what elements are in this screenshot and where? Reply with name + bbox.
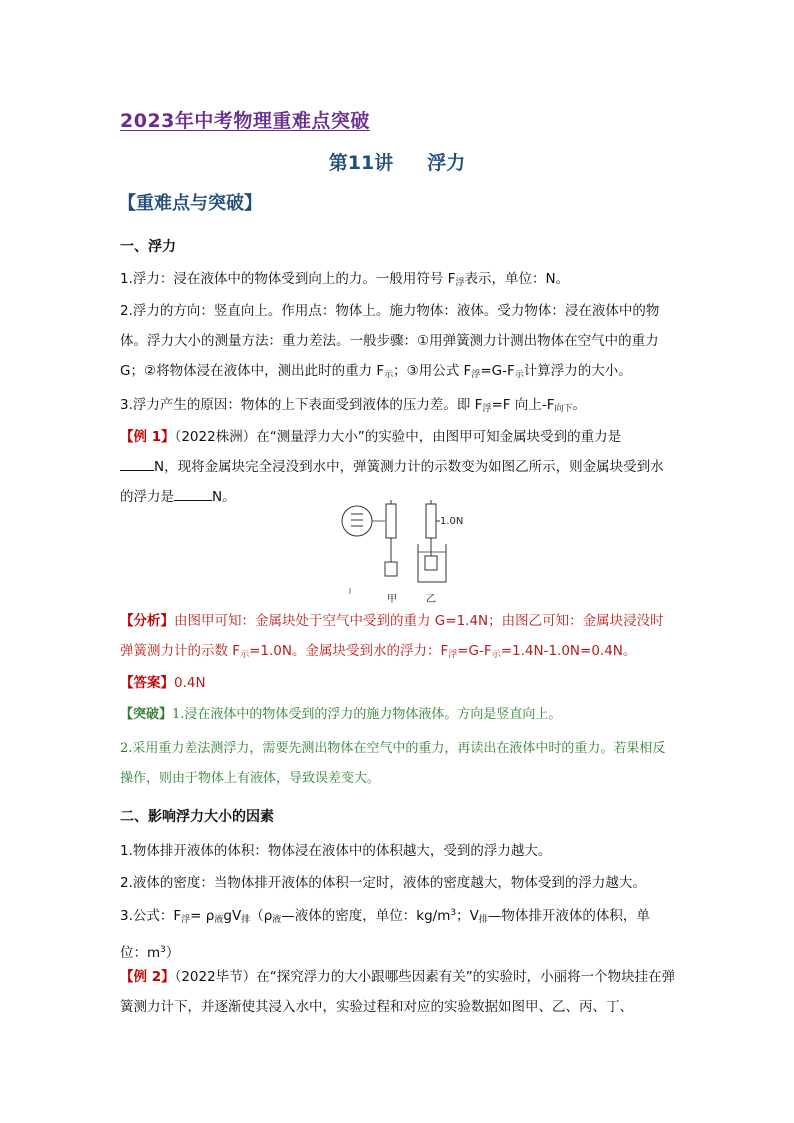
part1-item1: 1.浮力：浸在液体中的物体受到向上的力。一般用符号 $F_浮$表示，单位：N。 (120, 271, 570, 288)
part2-item1: 1.物体排开液体的体积：物体浸在液体中的体积越大，受到的浮力越大。 (120, 843, 552, 859)
part1-item2: 2.浮力的方向：竖直向上。作用点：物体上。施力物体：液体。受力物体：浸在液体中的物体。浮力大小的测量方法：重力差法。一般步骤：①用弹簧测力计测出物体在空气中的重力G；②将物体浸在液体中，测出此时的重力 $F_示$；③用公式 $F_浮=G-F_示$计算浮力的大小。 (120, 303, 660, 380)
breakthrough-tag: 【突破】 (120, 707, 173, 722)
part1-item3: 3.浮力产生的原因：物体的上下表面受到液体的压力差。即 $F_浮=F$ 向上$-F_{向下}$。 (120, 397, 586, 414)
example1-breakthrough-2: 2.采用重力差法测浮力，需要先测出物体在空气中的重力，再读出在液体中时的重力。若果相反操作，则由于物体上有液体，导致误差变大。 (120, 741, 666, 786)
scale-reading-label: 1.0N (440, 516, 464, 527)
answer-tag: 【答案】 (120, 675, 174, 691)
lecture-topic: 浮力 (427, 152, 466, 174)
answer-blank-1[interactable] (120, 456, 154, 471)
document-title: 2023年中考物理重难点突破 (120, 110, 370, 132)
part2-item3: 3.公式：$F_浮=$ $\rho_液gV_排(\rho_液—$液体的密度，单位：$kg/m^3$；$V_排—$物体排开液体的体积，单位：$m^3$） (120, 908, 650, 961)
example2-question: 【例 2】（2022毕节）在“探究浮力的大小跟哪些因素有关”的实验时，小丽将一个物块挂在弹簧测力计下，并逐渐使其浸入水中，实验过程和对应的实验数据如图甲、乙、丙、丁、 (120, 969, 676, 1015)
part2-item2: 2.液体的密度：当物体排开液体的体积一定时，液体的密度越大，物体受到的浮力越大。 (120, 875, 646, 891)
example1-tag: 【例 1】 (120, 429, 175, 445)
answer-blank-2[interactable] (174, 486, 212, 501)
example1-answer: 【答案】0.4N (120, 675, 206, 691)
example2-tag: 【例 2】 (120, 969, 175, 985)
spring-scale-figure (336, 500, 466, 610)
section-heading: 【重难点与突破】 (118, 193, 262, 214)
figure-label-yi: 乙 (426, 594, 436, 605)
example1-breakthrough: 【突破】1.浸在液体中的物体受到的浮力的施力物体液体。方向是竖直向上。 (120, 707, 562, 722)
analysis-tag: 【分析】 (120, 613, 174, 629)
lecture-title (0, 148, 794, 175)
lecture-number: 第11讲 (328, 152, 394, 174)
part2-heading: 二、影响浮力大小的因素 (120, 809, 274, 825)
example1-analysis: 【分析】由图甲可知：金属块处于空气中受到的重力 G=1.4N；由图乙可知：金属块浸没时 弹簧测力计的示数 $F_示=1.0N$。金属块受到水的浮力：$F_浮=G-F_示=1.4N-1.0N=0.4N$。 (120, 613, 664, 660)
part1-heading: 一、浮力 (120, 239, 176, 255)
figure-label-jia: 甲 (387, 594, 397, 605)
example1-question: 【例 1】（2022株洲）在“测量浮力大小”的实验中，由图甲可知金属块受到的重力是 N，现将金属块完全浸没到水中，弹簧测力计的示数变为如图乙所示，则金属块受到水 的浮力是 N。 (120, 429, 664, 505)
